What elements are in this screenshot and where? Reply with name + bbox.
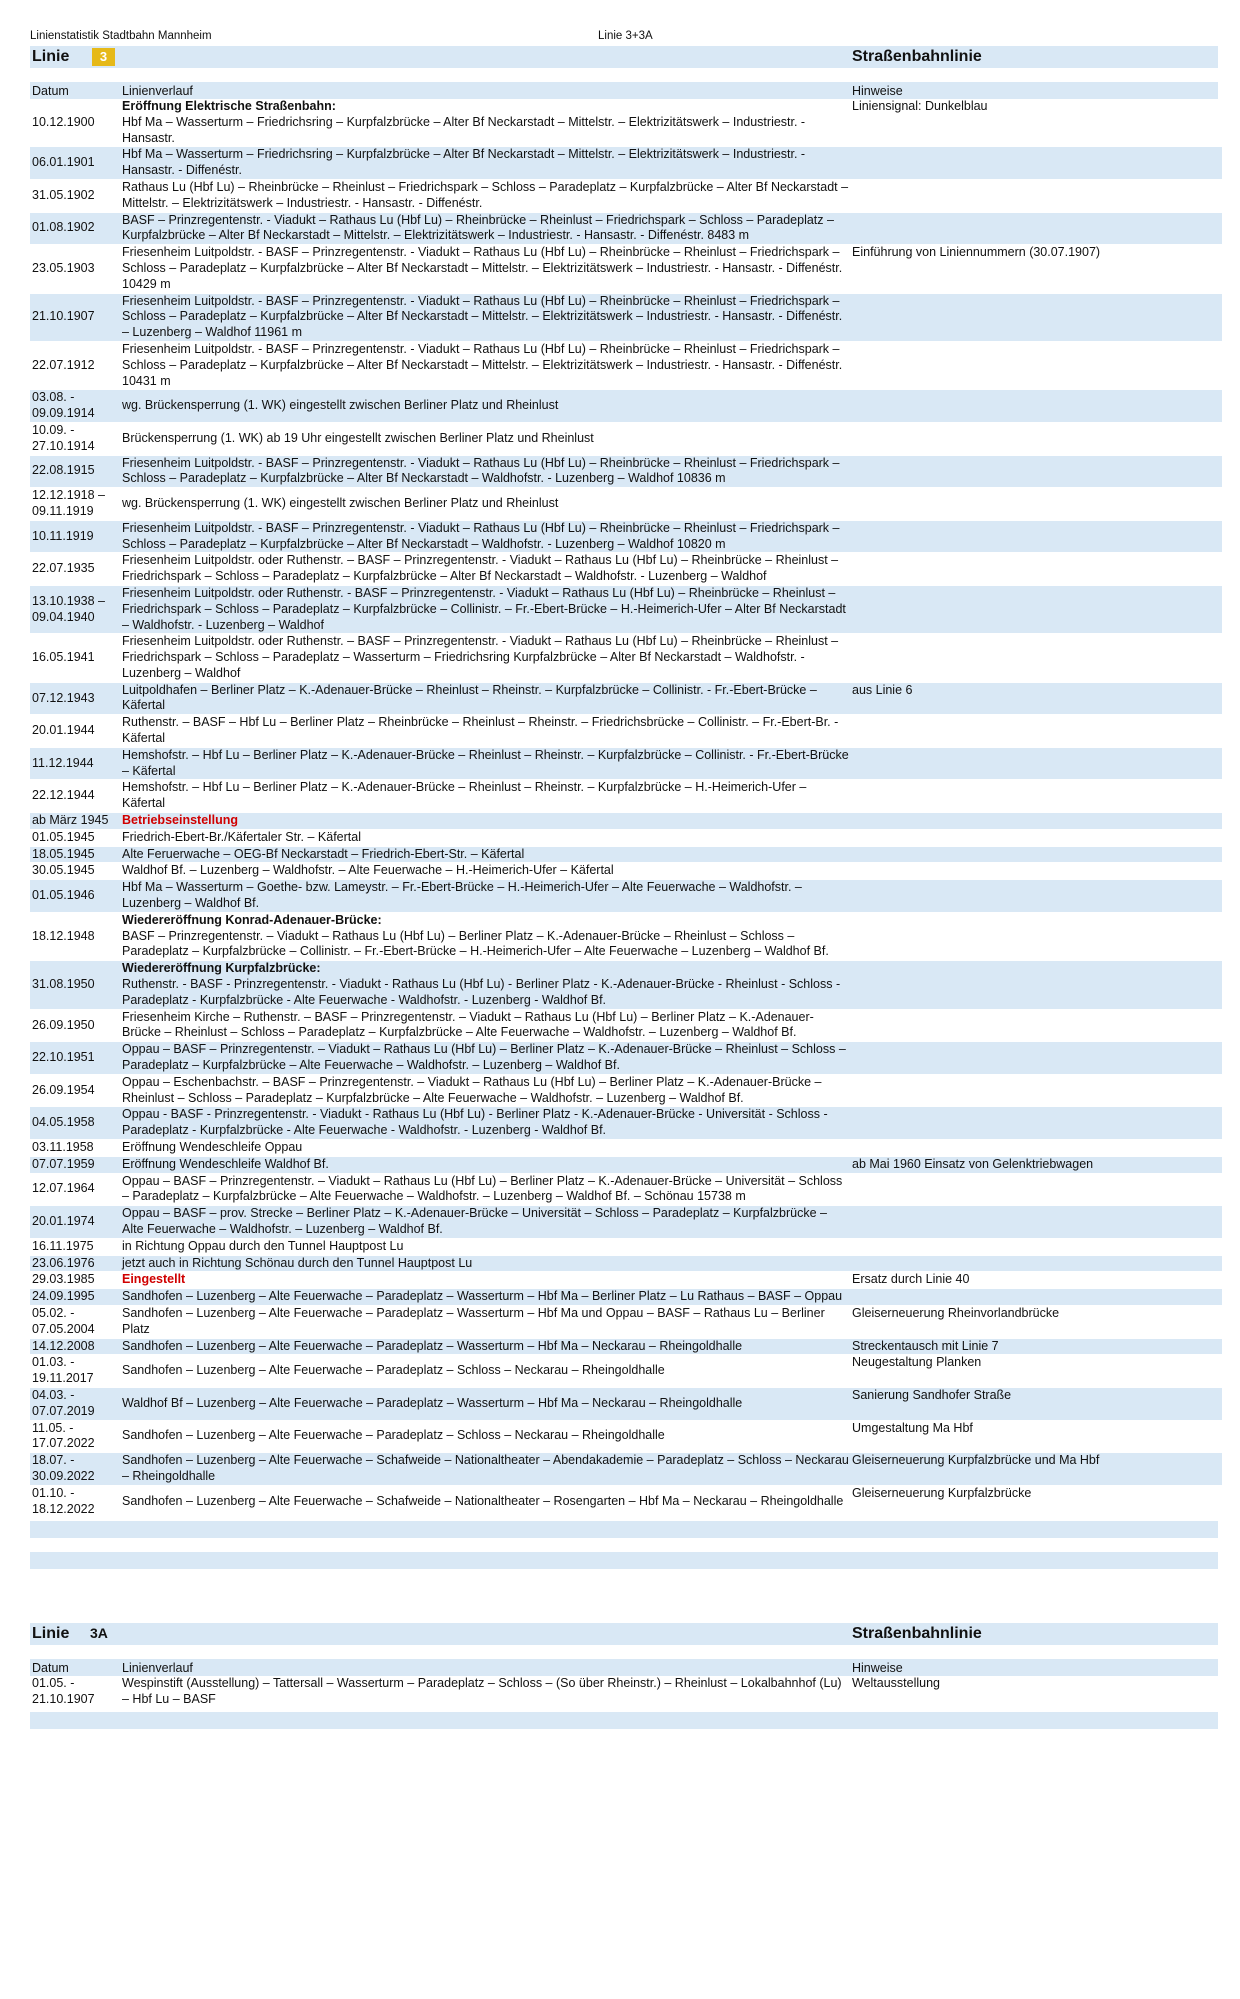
table-row — [30, 455, 1222, 488]
row-route-text: Waldhof Bf. – Luzenberg – Waldhofstr. – Alte Feuerwache – H.-Heimerich-Ufer – Käfertal — [122, 863, 614, 878]
row-note: Gleiserneuerung Kurpfalzbrücke — [850, 1485, 1222, 1518]
row-route — [120, 1009, 850, 1042]
row-route — [120, 488, 850, 521]
row-date: 01.08.1902 — [30, 212, 120, 245]
row-note — [850, 1042, 1222, 1075]
row-note — [850, 293, 1222, 341]
row-route — [120, 912, 850, 960]
row-note — [850, 1289, 1222, 1306]
col-route-header: Linienverlauf — [122, 84, 193, 98]
table-row — [30, 553, 1222, 586]
row-date: 14.12.2008 — [30, 1338, 120, 1355]
row-route — [120, 585, 850, 633]
section-label: Linie — [32, 48, 70, 65]
row-date: 01.05.1945 — [30, 829, 120, 846]
row-route — [120, 1453, 850, 1486]
row-date: 10.12.1900 — [30, 99, 120, 147]
row-date: 29.03.1985 — [30, 1272, 120, 1289]
table-row — [30, 1485, 1222, 1518]
row-note — [850, 1140, 1222, 1157]
row-route-text: Friesenheim Luitpoldstr. oder Ruthenstr. – BASF – Prinzregentenstr. - Viadukt – Rathaus Lu (Hbf Lu) – Rheinbrücke – Rheinlust – Friedrichspark – Schloss – Paradeplatz – Kurpfalzbrücke – Alter Bf Neckarstadt – Waldhofstr. - Luzenberg – Waldhof — [122, 553, 839, 584]
row-route — [120, 422, 850, 455]
col-note-header: Hinweise — [852, 84, 903, 98]
row-note: ab Mai 1960 Einsatz von Gelenktriebwagen — [850, 1156, 1222, 1173]
table-row — [30, 747, 1222, 780]
row-route-text: Oppau – BASF – prov. Strecke – Berliner Platz – K.-Adenauer-Brücke – Universität – Schloss – Paradeplatz – Kurpfalzbrücke – Alte Feuerwache – Waldhofstr. – Luzenberg – Waldhof Bf. — [122, 1206, 827, 1236]
table-row — [30, 1272, 1222, 1289]
document-page — [30, 28, 1218, 1729]
row-note: Neugestaltung Planken — [850, 1355, 1222, 1388]
row-route-text: Friesenheim Kirche – Ruthenstr. – BASF – Prinzregentenstr. – Viadukt – Rathaus Lu (Hbf Lu) – Berliner Platz – K.-Adenauer-Brücke – Rheinlust – Schloss – Paradeplatz – Kurpfalzbrücke – Alte Feuerwache – Waldhofstr. – Luzenberg – Waldhof Bf. — [122, 1009, 814, 1040]
row-date: 21.10.1907 — [30, 293, 120, 341]
table-row — [30, 341, 1222, 389]
row-route-text: Hbf Ma – Wasserturm – Friedrichsring – Kurpfalzbrücke – Alter Bf Neckarstadt – Mittelstr. – Elektrizitätswerk – Industriestr. - Hansastr. - Diffenéstr. — [122, 147, 806, 178]
table-row — [30, 1453, 1222, 1486]
row-date: 04.03. - 07.07.2019 — [30, 1387, 120, 1420]
row-date: 07.12.1943 — [30, 682, 120, 715]
row-note — [850, 212, 1222, 245]
row-route-text: Oppau - BASF - Prinzregentenstr. - Viadukt - Rathaus Lu (Hbf Lu) - Berliner Platz - K.-Adenauer-Brücke - Universität - Schloss - Paradeplatz - Kurpfalzbrücke - Alte Feuerwache - Waldhofstr. - Luzenberg - Waldhof Bf. — [122, 1107, 828, 1138]
row-date: 01.03. - 19.11.2017 — [30, 1355, 120, 1388]
table-row — [30, 488, 1222, 521]
row-route — [120, 520, 850, 553]
row-route — [120, 1387, 850, 1420]
row-note — [850, 553, 1222, 586]
row-route — [120, 212, 850, 245]
row-route-text: Sandhofen – Luzenberg – Alte Feuerwache – Paradeplatz – Wasserturm – Hbf Ma – Berliner Platz – Lu Rathaus – BASF – Oppau — [122, 1289, 843, 1304]
table-row — [30, 147, 1222, 180]
row-date: 11.12.1944 — [30, 747, 120, 780]
row-note — [850, 1074, 1222, 1107]
row-route — [120, 293, 850, 341]
row-route — [120, 961, 850, 1009]
row-note — [850, 1206, 1222, 1239]
row-route-text: Hemshofstr. – Hbf Lu – Berliner Platz – K.-Adenauer-Brücke – Rheinlust – Rheinstr. – Kurpfalzbrücke – H.-Heimerich-Ufer – Käfertal — [122, 780, 807, 811]
row-date: 23.06.1976 — [30, 1255, 120, 1272]
table-row — [30, 1289, 1222, 1306]
row-date: 12.07.1964 — [30, 1173, 120, 1206]
row-route-text: Sandhofen – Luzenberg – Alte Feuerwache – Schafweide – Nationaltheater – Rosengarten – Hbf Ma – Neckarau – Rheingoldhalle — [122, 1493, 844, 1508]
row-route-text: Eröffnung Wendeschleife Oppau — [122, 1140, 303, 1154]
table-row — [30, 1338, 1222, 1355]
row-route-text: jetzt auch in Richtung Schönau durch den Tunnel Hauptpost Lu — [122, 1255, 473, 1270]
row-date: 30.05.1945 — [30, 863, 120, 880]
row-route — [120, 747, 850, 780]
row-date: 12.12.1918 – 09.11.1919 — [30, 488, 120, 521]
row-route — [120, 1042, 850, 1075]
row-route — [120, 390, 850, 423]
table-row — [30, 780, 1222, 813]
row-route-text: Oppau – Eschenbachstr. – BASF – Prinzregentenstr. – Viadukt – Rathaus Lu (Hbf Lu) – Berliner Platz – K.-Adenauer-Brücke – Rheinlust – Schloss – Paradeplatz – Kurpfalzbrücke – Alte Feuerwache – Waldhofstr. – Luzenberg – Waldhof Bf. — [122, 1074, 822, 1105]
table-row — [30, 1173, 1222, 1206]
row-route-text: Waldhof Bf – Luzenberg – Alte Feuerwache – Paradeplatz – Wasserturm – Hbf Ma – Neckarau – Rheingoldhalle — [122, 1395, 743, 1410]
row-route-text: wg. Brückensperrung (1. WK) eingestellt zwischen Berliner Platz und Rheinlust — [122, 398, 559, 413]
header-left: Linienstatistik Stadtbahn Mannheim — [30, 30, 212, 42]
row-date: 16.11.1975 — [30, 1238, 120, 1255]
table-row — [30, 1009, 1222, 1042]
row-note — [850, 846, 1222, 863]
table-row — [30, 1074, 1222, 1107]
table-row — [30, 1156, 1222, 1173]
row-note — [850, 912, 1222, 960]
table-row — [30, 520, 1222, 553]
table-row — [30, 715, 1222, 748]
row-date: 31.05.1902 — [30, 179, 120, 212]
column-header-row — [30, 82, 1218, 99]
row-route — [120, 179, 850, 212]
col-date-header: Datum — [32, 84, 69, 98]
row-note — [850, 863, 1222, 880]
table-row — [30, 212, 1222, 245]
empty-row — [30, 1552, 1218, 1569]
row-route-text: BASF – Prinzregentenstr. – Viadukt – Rathaus Lu (Hbf Lu) – Berliner Platz – K.-Adenauer-Brücke – Rheinlust – Schloss – Paradeplatz – Kurpfalzbrücke – Collinistr. – Fr.-Ebert-Brücke – H.-Heimerich-Ufer – Alte Feuerwache – Luzenberg – Waldhof Bf. — [122, 928, 829, 959]
row-route-text: in Richtung Oppau durch den Tunnel Hauptpost Lu — [122, 1238, 404, 1253]
row-date: 18.12.1948 — [30, 912, 120, 960]
row-route — [120, 1420, 850, 1453]
row-note: Sanierung Sandhofer Straße — [850, 1387, 1222, 1420]
row-route-text: Brückensperrung (1. WK) ab 19 Uhr eingestellt zwischen Berliner Platz und Rheinlust — [122, 430, 594, 445]
table-row — [30, 846, 1222, 863]
row-date: 22.07.1935 — [30, 553, 120, 586]
row-note — [850, 634, 1222, 682]
empty-row — [30, 1712, 1218, 1729]
row-date: 05.02. - 07.05.2004 — [30, 1305, 120, 1338]
row-route-text: Alte Feruerwache – OEG-Bf Neckarstadt – Friedrich-Ebert-Str. – Käfertal — [122, 846, 525, 861]
row-note — [850, 813, 1222, 830]
table-row — [30, 1676, 1222, 1708]
row-route — [120, 1140, 850, 1157]
row-route — [120, 715, 850, 748]
row-route-text: Friesenheim Luitpoldstr. - BASF – Prinzregentenstr. - Viadukt – Rathaus Lu (Hbf Lu) – Rheinbrücke – Rheinlust – Friedrichspark – Schloss – Paradeplatz – Kurpfalzbrücke – Alter Bf Neckarstadt – Mittelstr. – Elektrizitätswerk – Industriestr. - Hansastr. - Diffenéstr. 10431 m — [122, 341, 843, 388]
row-note — [850, 880, 1222, 913]
row-route — [120, 1156, 850, 1173]
row-date: 04.05.1958 — [30, 1107, 120, 1140]
section-type-3a: Straßenbahnlinie — [852, 1625, 982, 1643]
row-note: Einführung von Liniennummern (30.07.1907) — [850, 245, 1222, 293]
row-note — [850, 829, 1222, 846]
row-route — [120, 634, 850, 682]
row-note — [850, 488, 1222, 521]
row-note — [850, 341, 1222, 389]
table-row — [30, 634, 1222, 682]
row-note — [850, 585, 1222, 633]
table-row — [30, 682, 1222, 715]
row-route-text: Sandhofen – Luzenberg – Alte Feuerwache – Paradeplatz – Schloss – Neckarau – Rheingoldhalle — [122, 1363, 665, 1378]
route-history-table-3a — [30, 1676, 1222, 1709]
row-route — [120, 455, 850, 488]
row-route-text: Sandhofen – Luzenberg – Alte Feuerwache – Paradeplatz – Wasserturm – Hbf Ma – Neckarau – Rheingoldhalle — [122, 1338, 743, 1353]
row-route-text: Sandhofen – Luzenberg – Alte Feuerwache – Schafweide – Nationaltheater – Abendakademie – Paradeplatz – Schloss – Neckarau – Rheingoldhalle — [122, 1453, 849, 1483]
row-note — [850, 1107, 1222, 1140]
row-route — [120, 1289, 850, 1306]
line-number-badge: 3 — [92, 48, 115, 66]
row-note — [850, 147, 1222, 180]
row-note — [850, 179, 1222, 212]
row-route — [120, 553, 850, 586]
row-note: Gleiserneuerung Kurpfalzbrücke und Ma Hbf — [850, 1453, 1222, 1486]
table-row — [30, 1420, 1222, 1453]
row-route — [120, 1272, 850, 1289]
running-header — [30, 28, 1218, 44]
row-date: 22.07.1912 — [30, 341, 120, 389]
row-route — [120, 1074, 850, 1107]
row-route — [120, 880, 850, 913]
row-date: 01.05. - 21.10.1907 — [30, 1676, 120, 1708]
section-label-3a: Linie — [32, 1625, 70, 1643]
table-row — [30, 1140, 1222, 1157]
row-date: 18.05.1945 — [30, 846, 120, 863]
row-route-text: Wespinstift (Ausstellung) – Tattersall – Wasserturm – Paradeplatz – Schloss – (So über Rheinstr.) – Rheinlust – Lokalbahnhof (Lu) – Hbf Lu – BASF — [122, 1676, 842, 1707]
row-route — [120, 863, 850, 880]
row-route-text: Sandhofen – Luzenberg – Alte Feuerwache – Paradeplatz – Schloss – Neckarau – Rheingoldhalle — [122, 1428, 665, 1443]
section-title-bar-3a — [30, 1623, 1218, 1645]
row-note — [850, 715, 1222, 748]
row-route — [120, 1485, 850, 1518]
row-date: 22.10.1951 — [30, 1042, 120, 1075]
table-row — [30, 245, 1222, 293]
row-route — [120, 813, 850, 830]
row-note: Gleiserneuerung Rheinvorlandbrücke — [850, 1305, 1222, 1338]
row-status: Eingestellt — [122, 1272, 186, 1287]
row-route — [120, 846, 850, 863]
row-route — [120, 341, 850, 389]
table-row — [30, 1387, 1222, 1420]
table-row — [30, 880, 1222, 913]
row-date: 20.01.1944 — [30, 715, 120, 748]
table-row — [30, 1107, 1222, 1140]
row-route-text: Friesenheim Luitpoldstr. - BASF – Prinzregentenstr. - Viadukt – Rathaus Lu (Hbf Lu) – Rheinbrücke – Rheinlust – Friedrichspark – Schloss – Paradeplatz – Kurpfalzbrücke – Alter Bf Neckarstadt – Waldhofstr. - Luzenberg – Waldhof 10836 m — [122, 455, 840, 486]
table-row — [30, 961, 1222, 1009]
row-date: 03.11.1958 — [30, 1140, 120, 1157]
row-route-text: Luitpoldhafen – Berliner Platz – K.-Adenauer-Brücke – Rheinlust – Rheinstr. – Kurpfalzbrücke – Collinistr. - Fr.-Ebert-Brücke – Käfertal — [122, 682, 817, 713]
row-route-text: Oppau – BASF – Prinzregentenstr. – Viadukt – Rathaus Lu (Hbf Lu) – Berliner Platz – K.-Adenauer-Brücke – Universität – Schloss – Paradeplatz – Kurpfalzbrücke – Alte Feuerwache – Waldhofstr. – Luzenberg – Waldhof Bf. – Schönau 15738 m — [122, 1173, 843, 1204]
route-history-table — [30, 99, 1222, 1518]
row-date: 22.08.1915 — [30, 455, 120, 488]
row-note — [850, 1173, 1222, 1206]
table-row — [30, 585, 1222, 633]
col-route-header: Linienverlauf — [122, 1661, 193, 1676]
row-route-text: wg. Brückensperrung (1. WK) eingestellt zwischen Berliner Platz und Rheinlust — [122, 496, 559, 511]
row-date: 11.05. - 17.07.2022 — [30, 1420, 120, 1453]
table-row — [30, 1238, 1222, 1255]
table-row — [30, 179, 1222, 212]
table-row — [30, 813, 1222, 830]
row-note — [850, 1238, 1222, 1255]
row-note: Liniensignal: Dunkelblau — [850, 99, 1222, 147]
row-route — [120, 1173, 850, 1206]
section-type: Straßenbahnlinie — [852, 48, 982, 65]
table-row — [30, 293, 1222, 341]
line-number-3a: 3A — [90, 1625, 108, 1642]
row-route-text: Sandhofen – Luzenberg – Alte Feuerwache – Paradeplatz – Wasserturm – Hbf Ma und Oppau – BASF – Rathaus Lu – Berliner Platz — [122, 1305, 825, 1336]
row-route-text: BASF – Prinzregentenstr. - Viadukt – Rathaus Lu (Hbf Lu) – Rheinbrücke – Rheinlust – Friedrichspark – Schloss – Paradeplatz – Kurpfalzbrücke – Alter Bf Neckarstadt – Mittelstr. – Elektrizitätswerk – Industriestr. - Hansastr. - Diffenéstr. 8483 m — [122, 212, 834, 243]
table-row — [30, 1355, 1222, 1388]
table-row — [30, 422, 1222, 455]
row-date: 23.05.1903 — [30, 245, 120, 293]
section-title-bar — [30, 46, 1218, 68]
row-note: Streckentausch mit Linie 7 — [850, 1338, 1222, 1355]
row-note: Ersatz durch Linie 40 — [850, 1272, 1222, 1289]
row-route — [120, 1107, 850, 1140]
row-date: 01.10. - 18.12.2022 — [30, 1485, 120, 1518]
row-date: 07.07.1959 — [30, 1156, 120, 1173]
row-route-text: Friesenheim Luitpoldstr. - BASF – Prinzregentenstr. - Viadukt – Rathaus Lu (Hbf Lu) – Rheinbrücke – Rheinlust – Friedrichspark – Schloss – Paradeplatz – Kurpfalzbrücke – Alter Bf Neckarstadt – Waldhofstr. - Luzenberg – Waldhof 10820 m — [122, 520, 840, 551]
row-note: aus Linie 6 — [850, 682, 1222, 715]
table-row — [30, 1305, 1222, 1338]
row-date: 26.09.1954 — [30, 1074, 120, 1107]
table-row — [30, 1206, 1222, 1239]
row-date: 24.09.1995 — [30, 1289, 120, 1306]
row-date: ab März 1945 — [30, 813, 120, 830]
row-note — [850, 747, 1222, 780]
row-heading: Wiedereröffnung Kurpfalzbrücke: — [122, 961, 321, 976]
row-route — [120, 1238, 850, 1255]
row-date: 10.09. - 27.10.1914 — [30, 422, 120, 455]
row-note: Umgestaltung Ma Hbf — [850, 1420, 1222, 1453]
row-date: 13.10.1938 – 09.04.1940 — [30, 585, 120, 633]
row-date: 26.09.1950 — [30, 1009, 120, 1042]
header-center: Linie 3+3A — [598, 30, 653, 42]
table-row — [30, 863, 1222, 880]
row-note — [850, 422, 1222, 455]
table-row — [30, 1042, 1222, 1075]
row-date: 20.01.1974 — [30, 1206, 120, 1239]
row-note — [850, 1255, 1222, 1272]
col-date-header: Datum — [32, 1661, 69, 1676]
row-note — [850, 961, 1222, 1009]
row-route — [120, 1355, 850, 1388]
row-route — [120, 829, 850, 846]
row-route-text: Friesenheim Luitpoldstr. oder Ruthenstr. – BASF – Prinzregentenstr. - Viadukt – Rathaus Lu (Hbf Lu) – Rheinbrücke – Rheinlust – Friedrichspark – Schloss – Paradeplatz – Wasserturm – Friedrichsring Kurpfalzbrücke – Alter Bf Neckarstadt – Waldhofstr. - Luzenberg – Waldhof — [122, 634, 839, 680]
row-date: 16.05.1941 — [30, 634, 120, 682]
row-route-text: Ruthenstr. – BASF – Hbf Lu – Berliner Platz – Rheinbrücke – Rheinlust – Rheinstr. – Friedrichsbrücke – Collinistr. – Fr.-Ebert-Br. - Käfertal — [122, 715, 839, 746]
row-status: Betriebseinstellung — [122, 813, 238, 828]
row-route — [120, 99, 850, 147]
row-route-text: Friesenheim Luitpoldstr. - BASF – Prinzregentenstr. - Viadukt – Rathaus Lu (Hbf Lu) – Rheinbrücke – Rheinlust – Friedrichspark – Schloss – Paradeplatz – Kurpfalzbrücke – Alter Bf Neckarstadt – Mittelstr. – Elektrizitätswerk – Industriestr. - Hansastr. - Diffenéstr. 10429 m — [122, 245, 843, 291]
row-date: 18.07. - 30.09.2022 — [30, 1453, 120, 1486]
row-route — [120, 1255, 850, 1272]
row-heading: Eröffnung Elektrische Straßenbahn: — [122, 99, 336, 113]
row-date: 06.01.1901 — [30, 147, 120, 180]
row-note — [850, 455, 1222, 488]
row-note: Weltausstellung — [850, 1676, 1222, 1708]
row-heading: Wiedereröffnung Konrad-Adenauer-Brücke: — [122, 912, 382, 927]
row-note — [850, 520, 1222, 553]
row-date: 01.05.1946 — [30, 880, 120, 913]
row-route — [120, 1338, 850, 1355]
row-route — [120, 1676, 850, 1708]
row-route — [120, 245, 850, 293]
table-row — [30, 829, 1222, 846]
empty-row — [30, 1521, 1218, 1538]
row-date: 31.08.1950 — [30, 961, 120, 1009]
row-route-text: Eröffnung Wendeschleife Waldhof Bf. — [122, 1156, 329, 1171]
col-note-header: Hinweise — [852, 1661, 903, 1676]
table-row — [30, 912, 1222, 960]
column-header-row-3a — [30, 1659, 1218, 1676]
row-route — [120, 1206, 850, 1239]
row-route — [120, 147, 850, 180]
row-note — [850, 780, 1222, 813]
row-route-text: Oppau – BASF – Prinzregentenstr. – Viadukt – Rathaus Lu (Hbf Lu) – Berliner Platz – K.-Adenauer-Brücke – Rheinlust – Schloss – Paradeplatz – Kurpfalzbrücke – Alte Feuerwache – Waldhofstr. – Luzenberg – Waldhof Bf. — [122, 1042, 846, 1073]
row-date: 22.12.1944 — [30, 780, 120, 813]
row-route-text: Rathaus Lu (Hbf Lu) – Rheinbrücke – Rheinlust – Friedrichspark – Schloss – Paradeplatz – Kurpfalzbrücke – Alter Bf Neckarstadt – Mittelstr. – Elektrizitätswerk – Industriestr. - Hansastr. - Diffenéstr. — [122, 179, 849, 210]
table-row — [30, 390, 1222, 423]
row-route-text: Hbf Ma – Wasserturm – Friedrichsring – Kurpfalzbrücke – Alter Bf Neckarstadt – Mittelstr. – Elektrizitätswerk – Industriestr. - Hansastr. — [122, 114, 806, 145]
row-route-text: Friedrich-Ebert-Br./Käfertaler Str. – Käfertal — [122, 829, 361, 844]
row-route — [120, 1305, 850, 1338]
table-row — [30, 99, 1222, 147]
row-route-text: Hbf Ma – Wasserturm – Goethe- bzw. Lameystr. – Fr.-Ebert-Brücke – H.-Heimerich-Ufer – Alte Feuerwache – Waldhofstr. – Luzenberg – Waldhof Bf. — [122, 880, 802, 911]
row-route — [120, 682, 850, 715]
row-route-text: Ruthenstr. - BASF - Prinzregentenstr. - Viadukt - Rathaus Lu (Hbf Lu) - Berliner Platz - K.-Adenauer-Brücke - Rheinlust - Schloss - Paradeplatz - Kurpfalzbrücke - Alte Feuerwache - Waldhofstr. - Luzenberg - Waldhof Bf. — [122, 977, 841, 1007]
table-row — [30, 1255, 1222, 1272]
row-note — [850, 390, 1222, 423]
row-route-text: Hemshofstr. – Hbf Lu – Berliner Platz – K.-Adenauer-Brücke – Rheinlust – Rheinstr. – Kurpfalzbrücke – Collinistr. - Fr.-Ebert-Brücke – Käfertal — [122, 747, 849, 778]
row-route-text: Friesenheim Luitpoldstr. oder Ruthenstr. - BASF – Prinzregentenstr. - Viadukt – Rathaus Lu (Hbf Lu) – Rheinbrücke – Rheinlust – Friedrichspark – Schloss – Paradeplatz – Kurpfalzbrücke – Collinistr. – Fr.-Ebert-Brücke – H.-Heimerich-Ufer – Alter Bf Neckarstadt – Waldhofstr. - Luzenberg – Waldhof — [122, 585, 846, 632]
row-route-text: Friesenheim Luitpoldstr. - BASF – Prinzregentenstr. - Viadukt – Rathaus Lu (Hbf Lu) – Rheinbrücke – Rheinlust – Friedrichspark – Schloss – Paradeplatz – Kurpfalzbrücke – Alter Bf Neckarstadt – Mittelstr. – Elektrizitätswerk – Industriestr. - Hansastr. - Diffenéstr. – Luzenberg – Waldhof 11961 m — [122, 293, 843, 340]
row-route — [120, 780, 850, 813]
row-note — [850, 1009, 1222, 1042]
row-date: 10.11.1919 — [30, 520, 120, 553]
row-date: 03.08. - 09.09.1914 — [30, 390, 120, 423]
